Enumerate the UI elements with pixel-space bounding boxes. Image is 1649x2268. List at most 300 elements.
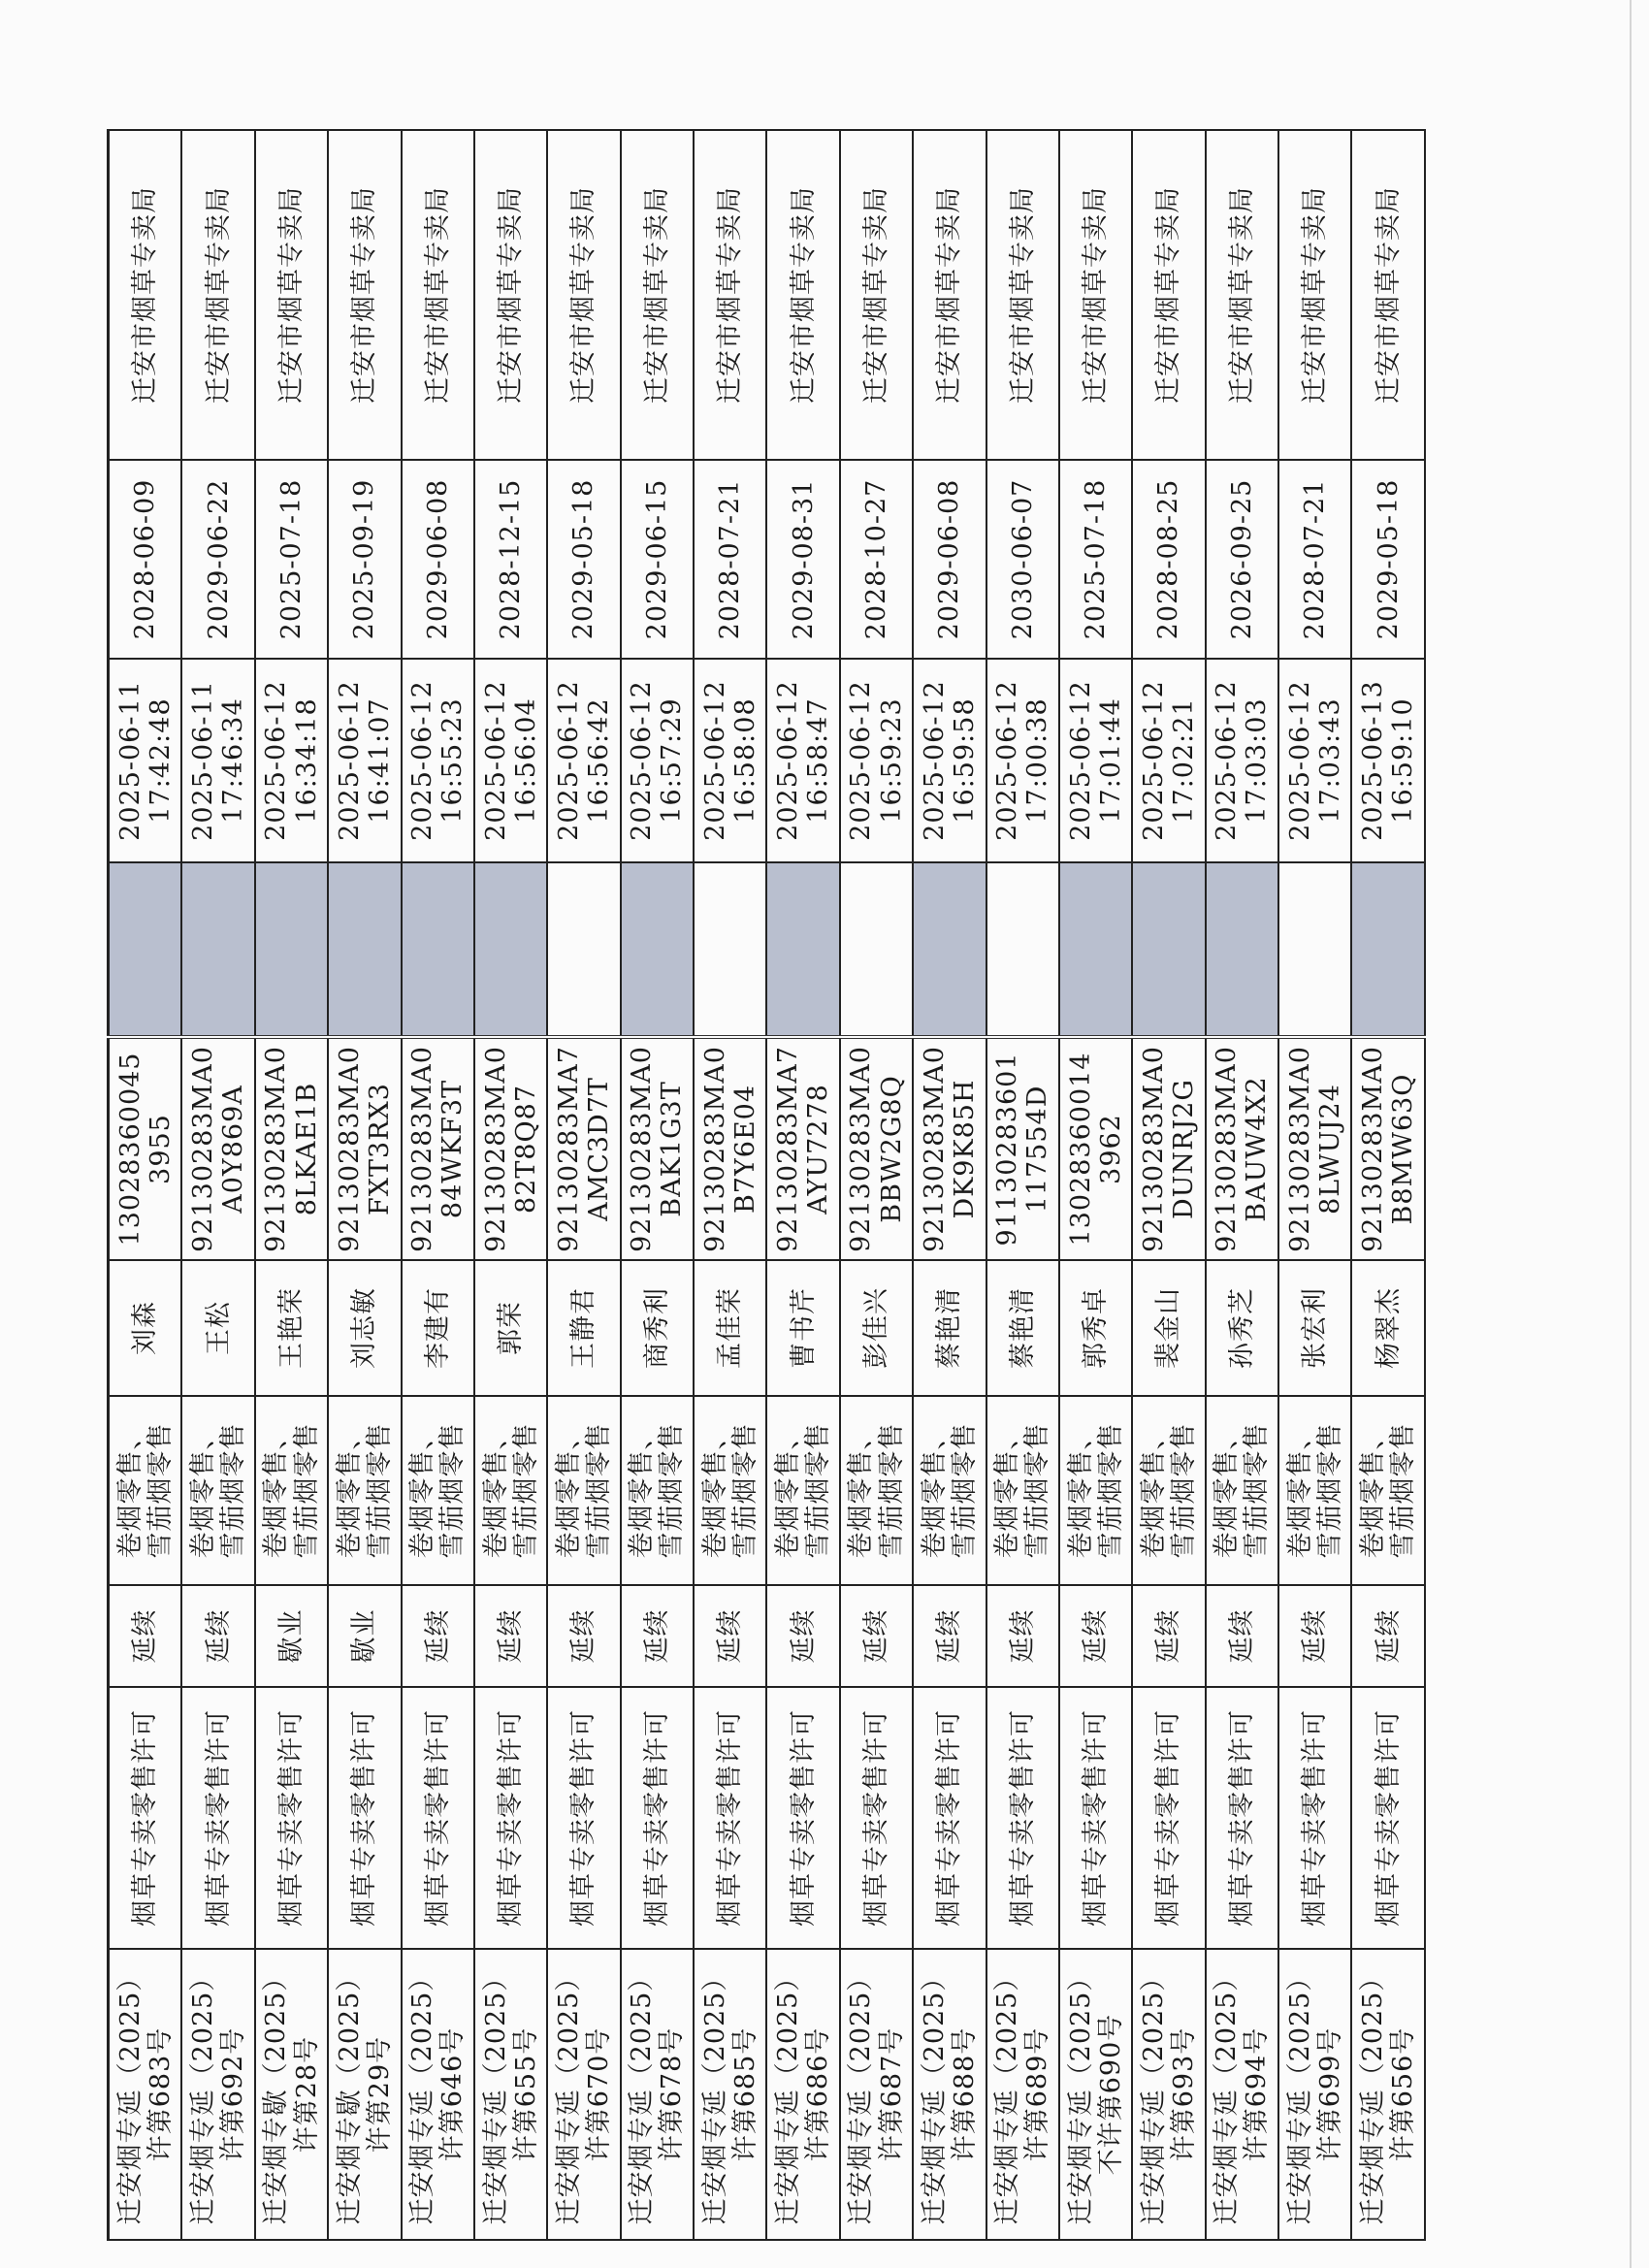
holder-name-cell-text: 刘志敏 <box>349 1287 380 1369</box>
authority-cell <box>694 130 766 460</box>
authority-cell <box>1206 130 1278 460</box>
holder-name-cell-text: 刘森 <box>130 1301 161 1355</box>
table-row <box>1351 130 1425 2240</box>
scope-cell <box>694 1396 766 1585</box>
authority-cell-text: 迁安市烟草专卖局 <box>496 186 527 404</box>
action-cell <box>986 1585 1059 1687</box>
permit-number-cell <box>1351 1949 1425 2240</box>
decision-time-cell-text: 17:02:21 <box>1169 697 1199 824</box>
table-row <box>547 130 620 2240</box>
credit-code-cell <box>986 1037 1059 1260</box>
shaded-cell <box>109 862 182 1037</box>
permit-number-cell <box>1206 1949 1278 2240</box>
action-cell <box>1206 1585 1278 1687</box>
decision-time-cell-text: 2025-06-12 <box>407 680 438 841</box>
scan-edge <box>1630 0 1632 2268</box>
permit-number-cell <box>766 1949 839 2240</box>
scope-cell-text: 卷烟零售、 <box>1212 1422 1243 1559</box>
credit-code-cell-text: 117554D <box>1022 1085 1053 1214</box>
decision-time-cell-text: 16:59:10 <box>1388 697 1419 824</box>
credit-code-cell <box>1132 1037 1205 1260</box>
holder-name-cell <box>1059 1260 1132 1396</box>
valid-until-cell <box>181 460 254 659</box>
decision-time-cell-text: 2025-06-11 <box>114 680 146 841</box>
action-cell <box>547 1585 620 1687</box>
scope-cell-text: 卷烟零售、 <box>773 1422 804 1559</box>
valid-until-cell <box>1206 460 1278 659</box>
permit-number-cell-text: 迁安烟专延（2025） <box>699 1963 730 2225</box>
scope-cell <box>1206 1396 1278 1585</box>
decision-time-cell-text: 2025-06-12 <box>261 680 292 841</box>
permit-number-cell-text: 许第692号 <box>218 2026 249 2162</box>
permit-number-cell-text: 许第687号 <box>876 2026 907 2162</box>
credit-code-cell-text: 92130283MA0 <box>480 1046 511 1252</box>
decision-time-cell <box>840 659 913 862</box>
credit-code-cell-text: DUNRJ2G <box>1169 1079 1199 1219</box>
table-row <box>1278 130 1351 2240</box>
authority-cell <box>474 130 547 460</box>
scope-cell-text: 卷烟零售、 <box>919 1422 950 1559</box>
credit-code-cell <box>474 1037 547 1260</box>
permit-number-cell-text: 许第28号 <box>291 2035 322 2154</box>
decision-time-cell-text: 2025-06-12 <box>1138 680 1169 841</box>
valid-until-cell-text: 2028-06-09 <box>130 478 161 640</box>
valid-until-cell <box>1278 460 1351 659</box>
decision-time-cell-text: 16:41:07 <box>364 697 395 824</box>
authority-cell <box>913 130 986 460</box>
credit-code-cell-text: 3955 <box>145 1114 176 1184</box>
action-cell <box>694 1585 766 1687</box>
permit-type-cell-text: 烟草专卖零售许可 <box>860 1709 891 1927</box>
permit-type-cell <box>840 1687 913 1949</box>
permit-number-cell <box>474 1949 547 2240</box>
action-cell <box>913 1585 986 1687</box>
credit-code-cell <box>840 1037 913 1260</box>
permit-number-cell-text: 许第694号 <box>1242 2026 1273 2162</box>
valid-until-cell <box>986 460 1059 659</box>
holder-name-cell-text: 王静君 <box>568 1287 599 1369</box>
holder-name-cell <box>547 1260 620 1396</box>
valid-until-cell-text: 2028-07-21 <box>715 478 746 640</box>
permit-type-cell <box>766 1687 839 1949</box>
permit-type-cell <box>255 1687 328 1949</box>
credit-code-cell-text: 3962 <box>1095 1114 1126 1184</box>
permit-type-cell <box>181 1687 254 1949</box>
decision-time-cell <box>621 659 694 862</box>
permit-rows <box>109 130 1426 2240</box>
authority-cell-text: 迁安市烟草专卖局 <box>422 186 453 404</box>
shaded-cell <box>913 862 986 1037</box>
permit-number-cell-text: 迁安烟专延（2025） <box>1065 1963 1096 2225</box>
credit-code-cell-text: BBW2G8Q <box>876 1075 907 1223</box>
credit-code-cell <box>694 1037 766 1260</box>
permit-number-cell <box>986 1949 1059 2240</box>
permit-number-cell-text: 许第29号 <box>364 2035 395 2154</box>
scope-cell-text: 雪茄烟零售 <box>1169 1422 1199 1559</box>
scope-cell-text: 卷烟零售、 <box>627 1422 658 1559</box>
valid-until-cell <box>694 460 766 659</box>
action-cell <box>181 1585 254 1687</box>
permit-number-cell-text: 不许第690号 <box>1095 2013 1126 2176</box>
shaded-cell <box>547 862 620 1037</box>
permit-type-cell-text: 烟草专卖零售许可 <box>1300 1709 1331 1927</box>
decision-time-cell-text: 16:56:42 <box>584 697 614 824</box>
action-cell-text: 延续 <box>1081 1608 1112 1664</box>
decision-time-cell-text: 16:57:29 <box>657 697 688 824</box>
decision-time-cell-text: 17:46:34 <box>218 697 249 824</box>
valid-until-cell-text: 2029-08-31 <box>788 478 819 640</box>
scope-cell-text: 雪茄烟零售 <box>1022 1422 1053 1559</box>
scope-cell-text: 卷烟零售、 <box>480 1422 511 1559</box>
table-row <box>1132 130 1205 2240</box>
authority-cell <box>255 130 328 460</box>
credit-code-cell <box>547 1037 620 1260</box>
decision-time-cell <box>547 659 620 862</box>
credit-code-cell-text: 82T8Q87 <box>510 1084 541 1215</box>
credit-code-cell-text: 92130283MA0 <box>1212 1046 1243 1252</box>
scope-cell-text: 雪茄烟零售 <box>1314 1422 1345 1559</box>
authority-cell <box>1351 130 1425 460</box>
action-cell <box>474 1585 547 1687</box>
authority-cell-text: 迁安市烟草专卖局 <box>860 186 891 404</box>
decision-time-cell-text: 17:03:03 <box>1242 697 1273 824</box>
scope-cell <box>109 1396 182 1585</box>
scope-cell-text: 卷烟零售、 <box>334 1422 365 1559</box>
shaded-cell <box>986 862 1059 1037</box>
authority-cell <box>547 130 620 460</box>
holder-name-cell-text: 蔡艳清 <box>934 1287 965 1369</box>
scope-cell <box>328 1396 401 1585</box>
decision-time-cell-text: 2025-06-12 <box>846 680 877 841</box>
scope-cell <box>1351 1396 1425 1585</box>
authority-cell <box>402 130 474 460</box>
holder-name-cell <box>840 1260 913 1396</box>
decision-time-cell <box>1278 659 1351 862</box>
holder-name-cell-text: 孙秀芝 <box>1226 1287 1257 1369</box>
permit-number-cell-text: 迁安烟专延（2025） <box>846 1963 877 2225</box>
credit-code-cell-text: AMC3D7T <box>584 1077 614 1221</box>
valid-until-cell <box>766 460 839 659</box>
table-row <box>402 130 474 2240</box>
valid-until-cell-text: 2025-09-19 <box>349 478 380 640</box>
decision-time-cell-text: 2025-06-12 <box>699 680 730 841</box>
permit-type-cell-text: 烟草专卖零售许可 <box>641 1709 672 1927</box>
scope-cell <box>1278 1396 1351 1585</box>
permit-number-cell-text: 迁安烟专延（2025） <box>919 1963 950 2225</box>
permit-number-cell <box>913 1949 986 2240</box>
valid-until-cell <box>402 460 474 659</box>
action-cell-text: 延续 <box>1373 1608 1404 1664</box>
holder-name-cell-text: 王松 <box>203 1301 234 1355</box>
holder-name-cell-text: 王艳荣 <box>275 1287 307 1369</box>
holder-name-cell <box>1351 1260 1425 1396</box>
valid-until-cell-text: 2025-07-18 <box>275 478 307 640</box>
authority-cell-text: 迁安市烟草专卖局 <box>1373 186 1404 404</box>
permit-number-cell-text: 迁安烟专延（2025） <box>114 1963 146 2225</box>
action-cell-text: 延续 <box>1007 1608 1038 1664</box>
permit-type-cell-text: 烟草专卖零售许可 <box>1007 1709 1038 1927</box>
decision-time-cell-text: 17:03:43 <box>1314 697 1345 824</box>
credit-code-cell-text: B7Y6E04 <box>729 1084 760 1215</box>
holder-name-cell <box>694 1260 766 1396</box>
authority-cell <box>621 130 694 460</box>
permit-number-cell <box>840 1949 913 2240</box>
authority-cell-text: 迁安市烟草专卖局 <box>1081 186 1112 404</box>
decision-time-cell-text: 16:58:08 <box>729 697 760 824</box>
holder-name-cell <box>109 1260 182 1396</box>
permit-type-cell <box>986 1687 1059 1949</box>
scope-cell <box>913 1396 986 1585</box>
valid-until-cell-text: 2030-06-07 <box>1007 478 1038 640</box>
permit-number-cell-text: 许第699号 <box>1314 2026 1345 2162</box>
valid-until-cell-text: 2028-12-15 <box>496 478 527 640</box>
credit-code-cell <box>1059 1037 1132 1260</box>
valid-until-cell <box>1351 460 1425 659</box>
shaded-cell <box>1059 862 1132 1037</box>
permit-number-cell-text: 迁安烟专延（2025） <box>553 1963 584 2225</box>
holder-name-cell-text: 郭荣 <box>496 1301 527 1355</box>
scope-cell-text: 卷烟零售、 <box>1065 1422 1096 1559</box>
table-row <box>328 130 401 2240</box>
action-cell-text: 延续 <box>788 1608 819 1664</box>
holder-name-cell <box>1206 1260 1278 1396</box>
permit-number-cell-text: 迁安烟专延（2025） <box>627 1963 658 2225</box>
credit-code-cell <box>766 1037 839 1260</box>
decision-time-cell-text: 2025-06-12 <box>627 680 658 841</box>
holder-name-cell-text: 裴金山 <box>1153 1287 1184 1369</box>
permit-type-cell <box>913 1687 986 1949</box>
action-cell-text: 延续 <box>422 1608 453 1664</box>
authority-cell-text: 迁安市烟草专卖局 <box>1226 186 1257 404</box>
credit-code-cell <box>1351 1037 1425 1260</box>
valid-until-cell <box>840 460 913 659</box>
authority-cell-text: 迁安市烟草专卖局 <box>641 186 672 404</box>
credit-code-cell-text: 8LWUJ24 <box>1314 1084 1345 1215</box>
decision-time-cell-text: 16:34:18 <box>291 697 322 824</box>
authority-cell-text: 迁安市烟草专卖局 <box>1300 186 1331 404</box>
credit-code-cell-text: B8MW63Q <box>1388 1073 1419 1225</box>
permit-number-cell-text: 许第670号 <box>584 2026 614 2162</box>
decision-time-cell-text: 16:55:23 <box>437 697 469 824</box>
decision-time-cell-text: 2025-06-12 <box>480 680 511 841</box>
scope-cell-text: 卷烟零售、 <box>407 1422 438 1559</box>
credit-code-cell-text: 92130283MA0 <box>188 1046 219 1252</box>
credit-code-cell-text: 92130283MA7 <box>553 1046 584 1252</box>
shaded-cell <box>840 862 913 1037</box>
permit-type-cell-text: 烟草专卖零售许可 <box>1226 1709 1257 1927</box>
credit-code-cell-text: 92130283MA0 <box>1358 1046 1389 1252</box>
valid-until-cell <box>1059 460 1132 659</box>
scope-cell-text: 卷烟零售、 <box>992 1422 1023 1559</box>
scope-cell-text: 雪茄烟零售 <box>729 1422 760 1559</box>
authority-cell <box>1132 130 1205 460</box>
holder-name-cell-text: 杨翠杰 <box>1373 1287 1404 1369</box>
permit-number-cell-text: 许第656号 <box>1388 2026 1419 2162</box>
permit-number-cell-text: 迁安烟专延（2025） <box>773 1963 804 2225</box>
valid-until-cell-text: 2028-07-21 <box>1300 478 1331 640</box>
permit-number-cell <box>1278 1949 1351 2240</box>
permit-type-cell <box>109 1687 182 1949</box>
scope-cell-text: 卷烟零售、 <box>553 1422 584 1559</box>
permit-number-cell-text: 迁安烟专延（2025） <box>1284 1963 1315 2225</box>
permit-number-cell-text: 迁安烟专歇（2025） <box>334 1963 365 2225</box>
authority-cell-text: 迁安市烟草专卖局 <box>203 186 234 404</box>
valid-until-cell <box>255 460 328 659</box>
action-cell-text: 延续 <box>568 1608 599 1664</box>
credit-code-cell <box>1278 1037 1351 1260</box>
table-row <box>109 130 182 2240</box>
credit-code-cell-text: DK9K85H <box>949 1079 980 1219</box>
action-cell-text: 延续 <box>860 1608 891 1664</box>
holder-name-cell-text: 李建有 <box>422 1287 453 1369</box>
permit-number-cell <box>1132 1949 1205 2240</box>
permit-type-cell-text: 烟草专卖零售许可 <box>568 1709 599 1927</box>
action-cell <box>1132 1585 1205 1687</box>
scope-cell-text: 雪茄烟零售 <box>1388 1422 1419 1559</box>
valid-until-cell-text: 2029-06-08 <box>934 478 965 640</box>
decision-time-cell <box>328 659 401 862</box>
permit-type-cell <box>402 1687 474 1949</box>
permit-number-cell-text: 迁安烟专延（2025） <box>1138 1963 1169 2225</box>
holder-name-cell-text: 蔡艳清 <box>1007 1287 1038 1369</box>
holder-name-cell-text: 孟佳荣 <box>715 1287 746 1369</box>
shaded-cell <box>621 862 694 1037</box>
decision-time-cell-text: 2025-06-12 <box>334 680 365 841</box>
decision-time-cell-text: 2025-06-12 <box>1284 680 1315 841</box>
permit-number-cell <box>181 1949 254 2240</box>
decision-time-cell <box>474 659 547 862</box>
table-row <box>255 130 328 2240</box>
action-cell <box>328 1585 401 1687</box>
decision-time-cell <box>181 659 254 862</box>
credit-code-cell <box>328 1037 401 1260</box>
authority-cell <box>766 130 839 460</box>
action-cell <box>621 1585 694 1687</box>
authority-cell <box>1059 130 1132 460</box>
decision-time-cell <box>1059 659 1132 862</box>
shaded-cell <box>694 862 766 1037</box>
permit-type-cell-text: 烟草专卖零售许可 <box>715 1709 746 1927</box>
authority-cell-text: 迁安市烟草专卖局 <box>934 186 965 404</box>
permit-number-cell-text: 迁安烟专延（2025） <box>407 1963 438 2225</box>
action-cell <box>1278 1585 1351 1687</box>
scope-cell-text: 卷烟零售、 <box>699 1422 730 1559</box>
valid-until-cell-text: 2029-05-18 <box>568 478 599 640</box>
permit-type-cell <box>1351 1687 1425 1949</box>
credit-code-cell-text: 8LKAE1B <box>291 1082 322 1216</box>
shaded-cell <box>1351 862 1425 1037</box>
permit-number-cell <box>109 1949 182 2240</box>
table-row <box>181 130 254 2240</box>
scope-cell <box>766 1396 839 1585</box>
authority-cell <box>1278 130 1351 460</box>
valid-until-cell-text: 2029-06-08 <box>422 478 453 640</box>
permit-type-cell <box>474 1687 547 1949</box>
valid-until-cell-text: 2029-06-22 <box>203 478 234 640</box>
decision-time-cell-text: 2025-06-12 <box>553 680 584 841</box>
valid-until-cell-text: 2025-07-18 <box>1081 478 1112 640</box>
valid-until-cell <box>328 460 401 659</box>
permit-number-cell-text: 许第693号 <box>1169 2026 1199 2162</box>
holder-name-cell <box>913 1260 986 1396</box>
decision-time-cell <box>1132 659 1205 862</box>
holder-name-cell <box>402 1260 474 1396</box>
scope-cell-text: 雪茄烟零售 <box>510 1422 541 1559</box>
credit-code-cell-text: 92130283MA0 <box>699 1046 730 1252</box>
scope-cell-text: 雪茄烟零售 <box>291 1422 322 1559</box>
scope-cell-text: 卷烟零售、 <box>846 1422 877 1559</box>
permit-type-cell <box>621 1687 694 1949</box>
credit-code-cell-text: BAK1G3T <box>657 1081 688 1217</box>
credit-code-cell-text: 92130283MA0 <box>407 1046 438 1252</box>
decision-time-cell <box>694 659 766 862</box>
scope-cell-text: 卷烟零售、 <box>114 1422 146 1559</box>
credit-code-cell-text: BAUW4X2 <box>1242 1076 1273 1222</box>
decision-time-cell <box>1351 659 1425 862</box>
valid-until-cell <box>474 460 547 659</box>
credit-code-cell-text: AYU7278 <box>803 1084 834 1215</box>
table-row <box>1059 130 1132 2240</box>
authority-cell-text: 迁安市烟草专卖局 <box>1007 186 1038 404</box>
valid-until-cell <box>621 460 694 659</box>
scope-cell-text: 卷烟零售、 <box>1358 1422 1389 1559</box>
credit-code-cell <box>109 1037 182 1260</box>
credit-code-cell-text: 92130283MA0 <box>334 1046 365 1252</box>
decision-time-cell <box>255 659 328 862</box>
credit-code-cell-text: 92130283MA0 <box>846 1046 877 1252</box>
decision-time-cell-text: 16:56:04 <box>510 697 541 824</box>
permit-type-cell-text: 烟草专卖零售许可 <box>1153 1709 1184 1927</box>
action-cell <box>766 1585 839 1687</box>
action-cell-text: 延续 <box>130 1608 161 1664</box>
credit-code-cell <box>1206 1037 1278 1260</box>
scope-cell-text: 雪茄烟零售 <box>803 1422 834 1559</box>
holder-name-cell-text: 曹书芹 <box>788 1287 819 1369</box>
holder-name-cell-text: 商秀利 <box>641 1287 672 1369</box>
permit-number-cell-text: 迁安烟专歇（2025） <box>261 1963 292 2225</box>
shaded-cell <box>1132 862 1205 1037</box>
scope-cell-text: 雪茄烟零售 <box>1095 1422 1126 1559</box>
shaded-cell <box>766 862 839 1037</box>
holder-name-cell <box>255 1260 328 1396</box>
permit-type-cell <box>1206 1687 1278 1949</box>
holder-name-cell <box>1132 1260 1205 1396</box>
permit-number-cell-text: 迁安烟专延（2025） <box>480 1963 511 2225</box>
shaded-cell <box>255 862 328 1037</box>
table-row <box>474 130 547 2240</box>
decision-time-cell-text: 2025-06-12 <box>919 680 950 841</box>
credit-code-cell <box>402 1037 474 1260</box>
credit-code-cell-text: 92130283MA0 <box>261 1046 292 1252</box>
permit-number-cell-text: 迁安烟专延（2025） <box>1212 1963 1243 2225</box>
action-cell-text: 延续 <box>1300 1608 1331 1664</box>
holder-name-cell <box>181 1260 254 1396</box>
scope-cell-text: 卷烟零售、 <box>261 1422 292 1559</box>
scope-cell <box>402 1396 474 1585</box>
permit-type-cell-text: 烟草专卖零售许可 <box>496 1709 527 1927</box>
holder-name-cell <box>474 1260 547 1396</box>
table-row <box>1206 130 1278 2240</box>
permit-type-cell-text: 烟草专卖零售许可 <box>788 1709 819 1927</box>
valid-until-cell <box>109 460 182 659</box>
authority-cell-text: 迁安市烟草专卖局 <box>788 186 819 404</box>
decision-time-cell <box>1206 659 1278 862</box>
scope-cell-text: 卷烟零售、 <box>188 1422 219 1559</box>
credit-code-cell <box>255 1037 328 1260</box>
table-row <box>694 130 766 2240</box>
authority-cell-text: 迁安市烟草专卖局 <box>130 186 161 404</box>
permit-type-cell-text: 烟草专卖零售许可 <box>1373 1709 1404 1927</box>
